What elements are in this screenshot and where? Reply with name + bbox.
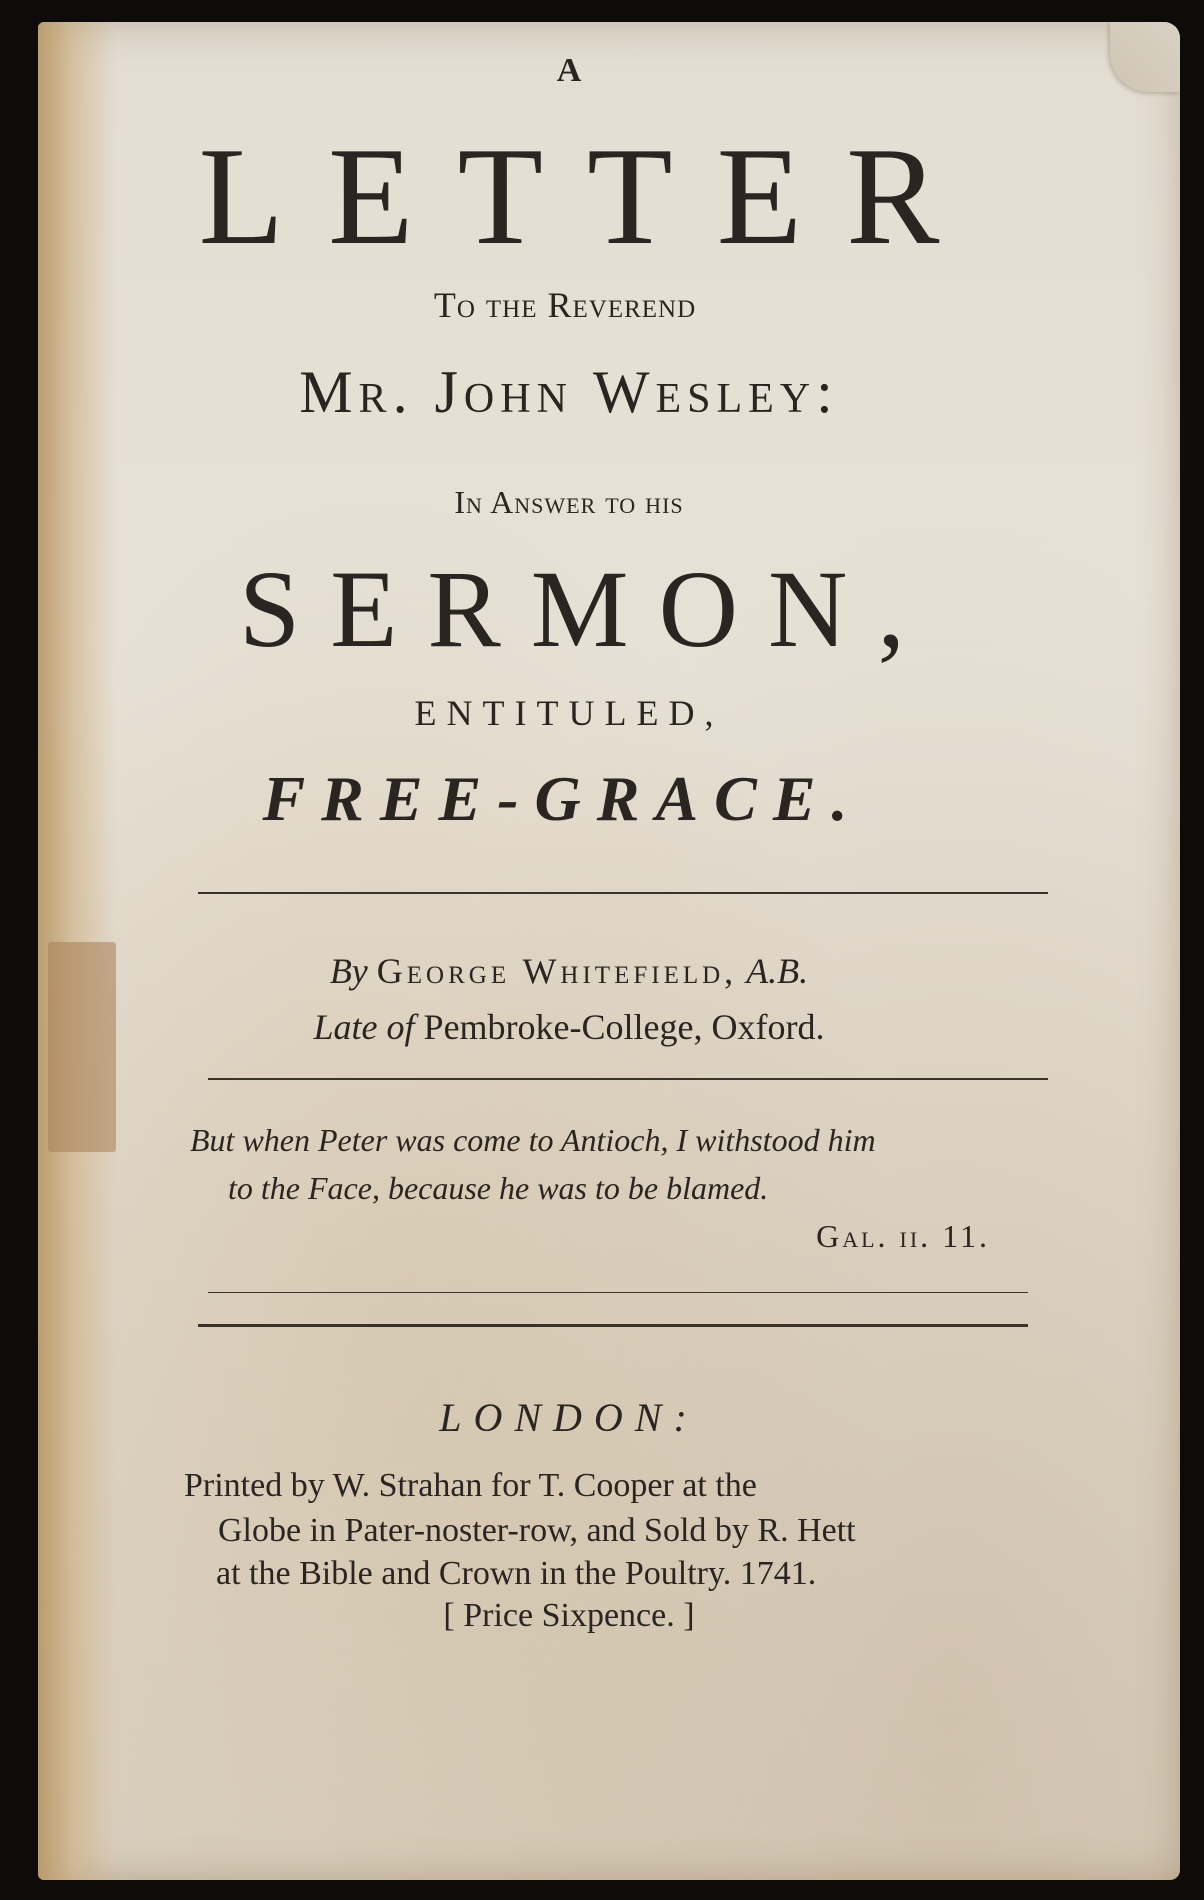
author-line [0, 950, 1140, 992]
divider-rule [208, 1292, 1028, 1293]
title-sermon: SERMON, [239, 548, 935, 670]
title-page [38, 22, 1180, 1880]
affiliation-line [0, 1006, 1140, 1048]
imprint-line-3: at the Bible and Crown in the Poultry. 1741. [216, 1555, 817, 1592]
title-letter: LETTER [198, 119, 984, 274]
epigraph-citation: Gal. ii. 11. [816, 1218, 990, 1254]
epigraph-line-2: to the Face, because he was to be blamed. [228, 1170, 769, 1206]
author-by: By [329, 951, 368, 991]
imprint-price: [ Price Sixpence. ] [443, 1597, 695, 1634]
affiliation-late-of: Late of [313, 1007, 415, 1047]
epigraph-line-1: But when Peter was come to Antioch, I withstood him [190, 1122, 876, 1158]
imprint-line-2: Globe in Pater-noster-row, and Sold by R. Hett [218, 1512, 856, 1549]
divider-rule [208, 1078, 1048, 1080]
title-article: A [556, 52, 582, 89]
author-name: George Whitefield, [376, 951, 738, 991]
imprint-line-1: Printed by W. Strahan for T. Cooper at the [184, 1467, 757, 1504]
title-entituled: ENTITULED, [414, 693, 724, 733]
divider-rule [198, 1324, 1028, 1327]
title-in-answer: In Answer to his [454, 484, 684, 520]
author-degree: A.B. [746, 951, 809, 991]
title-addressee: Mr. John Wesley: [299, 359, 839, 425]
title-to-the-reverend: To the Reverend [433, 285, 697, 325]
affiliation-college: Pembroke-College, Oxford. [423, 1007, 825, 1047]
title-free-grace: FREE-GRACE. [262, 763, 864, 834]
divider-rule [198, 892, 1048, 894]
imprint-place: LONDON: [439, 1395, 699, 1440]
